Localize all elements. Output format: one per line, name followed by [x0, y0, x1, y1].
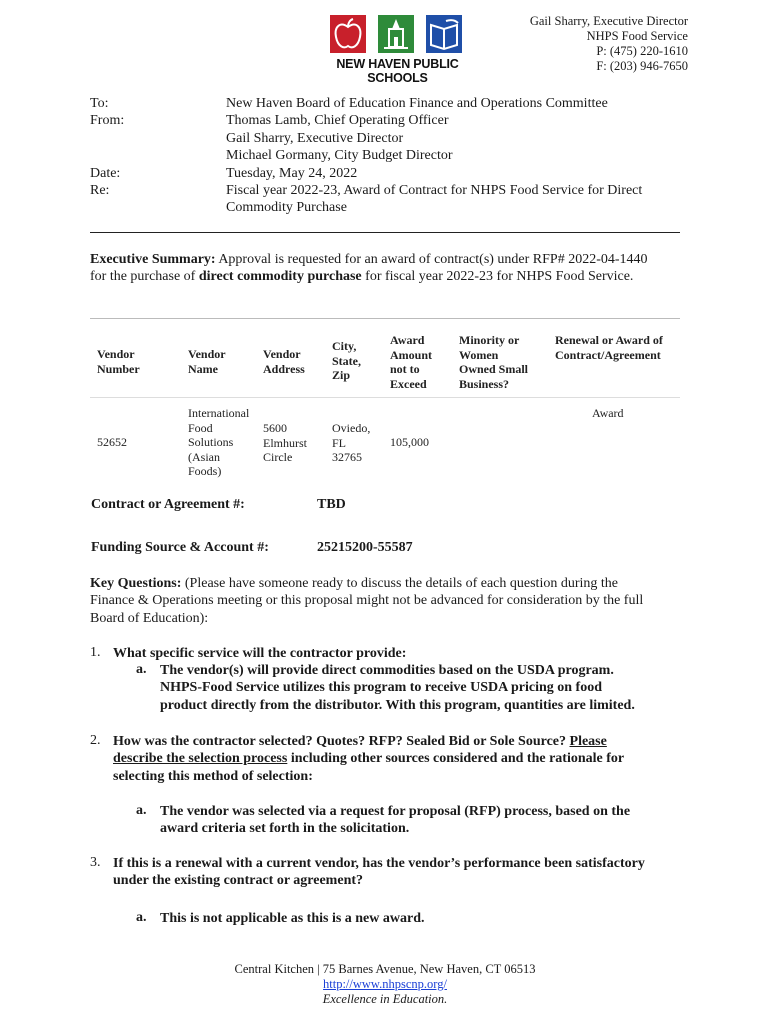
cell-award-amount: 105,000: [390, 435, 429, 449]
re-value: Commodity Purchase: [226, 200, 347, 216]
question-text: How was the contractor selected? Quotes? RFP? Sealed Bid or Sole Source? Please describe the selection process including other sources considered and the rationale for selecting this method of selection:: [113, 734, 625, 784]
cell-renewal-award: Award: [592, 406, 624, 420]
header-award-amount: Award Amount not to Exceed: [390, 333, 433, 391]
footer-link-row: [0, 977, 770, 992]
from-label: From:: [90, 113, 125, 129]
answer-text: The vendor was selected via a request for proposal (RFP) process, based on the award criteria set forth in the solicitation.: [160, 804, 631, 837]
header-renewal-award: Renewal or Award of Contract/Agreement: [555, 333, 663, 362]
funding-label: Funding Source & Account #:: [91, 540, 269, 555]
contact-block: [530, 14, 688, 74]
header-minority-owned: Minority or Women Owned Small Business?: [459, 333, 529, 391]
table-header-rule: [90, 397, 680, 398]
header-divider: [90, 232, 680, 233]
footer-tagline: Excellence in Education.: [322, 992, 448, 1006]
summary-text: for fiscal year 2022-23 for NHPS Food Service.: [361, 269, 634, 285]
contract-label: Contract or Agreement #:: [91, 497, 245, 512]
contact-line: NHPS Food Service: [586, 29, 688, 43]
from-value: Thomas Lamb, Chief Operating Officer: [226, 113, 449, 129]
cell-vendor-number: 52652: [97, 435, 127, 449]
re-label: Re:: [90, 183, 110, 198]
key-questions-intro: Key Questions: (Please have someone ready to discuss the details of each question during the Finance & Operations meeting or this proposal might not be advanced for consideration by the full Board of Education):: [90, 576, 644, 626]
question-number: 1.: [90, 645, 101, 660]
header-vendor-name: Vendor Name: [188, 347, 226, 376]
book-logo-icon: [426, 15, 462, 53]
executive-summary: [90, 251, 710, 286]
org-name: NEW HAVEN PUBLIC SCHOOLS: [336, 57, 459, 85]
answer-text: The vendor(s) will provide direct commodities based on the USDA program. NHPS-Food Service utilizes this program to receive USDA pricing on food product directly from the distributor. With this program, quantities are limited.: [160, 663, 635, 713]
apple-logo-icon: [330, 15, 366, 53]
from-value: Michael Gormany, City Budget Director: [226, 148, 453, 164]
answer-text: This is not applicable as this is a new award.: [160, 911, 425, 926]
building-logo-icon: [378, 15, 414, 53]
question-text: What specific service will the contractor provide:: [113, 646, 407, 661]
header-vendor-number: Vendor Number: [97, 347, 140, 376]
summary-text: Approval is requested for an award of contract(s) under RFP# 2022-04-1440: [215, 252, 648, 267]
funding-value: 25215200-55587: [317, 540, 413, 555]
contact-line: Gail Sharry, Executive Director: [529, 14, 688, 28]
to-label: To:: [90, 96, 109, 111]
summary-bold: direct commodity purchase: [198, 269, 362, 285]
contact-line: P: (475) 220-1610: [596, 44, 688, 58]
date-label: Date:: [90, 165, 121, 181]
cell-vendor-name: International Food Solutions (Asian Foods): [188, 406, 250, 479]
contract-value: TBD: [317, 497, 346, 512]
from-value: Gail Sharry, Executive Director: [226, 130, 404, 146]
cell-city-state-zip: Oviedo, FL 32765: [332, 421, 371, 465]
header-vendor-address: Vendor Address: [263, 347, 305, 376]
summary-label: Executive Summary:: [90, 252, 216, 267]
footer-address: Central Kitchen | 75 Barnes Avenue, New Haven, CT 06513: [234, 962, 536, 976]
summary-text: for the purchase of: [90, 269, 199, 285]
website-link[interactable]: http://www.nhpscnp.org/: [323, 977, 447, 991]
to-value: New Haven Board of Education Finance and Operations Committee: [226, 96, 608, 111]
re-value: Fiscal year 2022-23, Award of Contract for NHPS Food Service for Direct: [226, 183, 643, 198]
date-value: Tuesday, May 24, 2022: [226, 165, 358, 181]
answer-letter: a.: [136, 662, 147, 677]
key-questions-label: Key Questions:: [90, 576, 182, 591]
table-top-rule: [90, 318, 680, 319]
question-number: 3.: [90, 855, 101, 870]
cell-vendor-address: 5600 Elmhurst Circle: [263, 421, 307, 465]
question-number: 2.: [90, 733, 101, 748]
question-text: If this is a renewal with a current vendor, has the vendor’s performance been satisfactory under the existing contract or agreement?: [113, 856, 645, 889]
answer-letter: a.: [136, 910, 147, 925]
answer-letter: a.: [136, 803, 147, 818]
contact-line: F: (203) 946-7650: [596, 59, 688, 73]
header-city-state-zip: City, State, Zip: [332, 339, 361, 383]
